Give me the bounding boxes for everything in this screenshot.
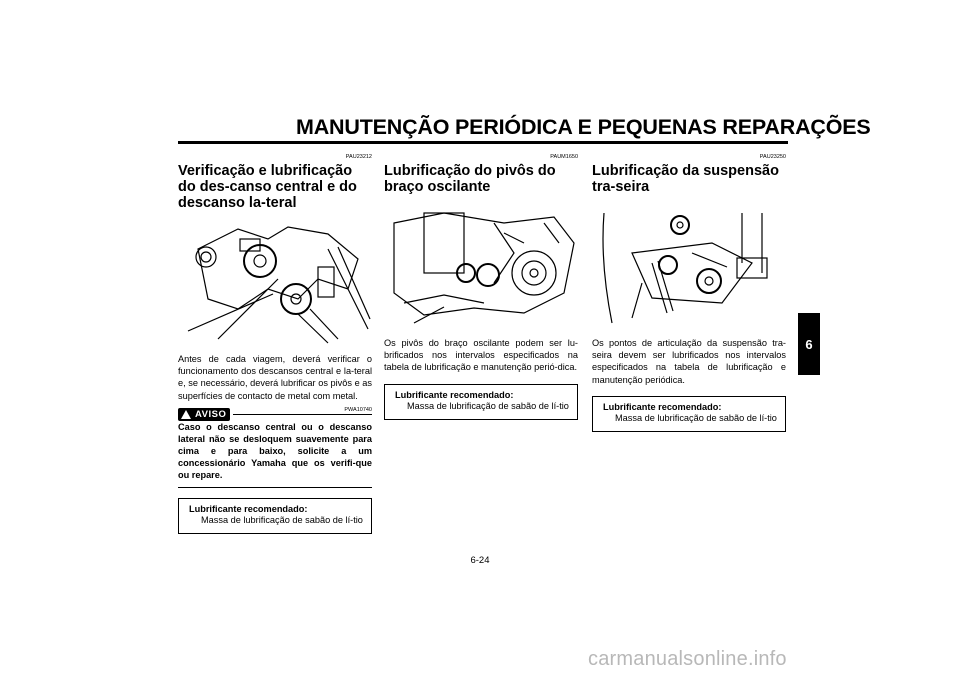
lubricant-value: Massa de lubrificação de sabão de lí-tio xyxy=(201,515,363,526)
page-number: 6-24 xyxy=(470,555,490,566)
lubricant-label: Lubrificante recomendado: xyxy=(395,389,514,400)
warning-code: PWA10740 xyxy=(344,406,372,413)
section-swingarm-lubrication xyxy=(384,150,578,420)
header-rule xyxy=(178,141,788,144)
section-rear-suspension-lubrication xyxy=(592,150,786,432)
section-paragraph: Os pontos de articulação da suspensão tra-seira devem ser lubrificados nos intervalos especificados na tabela de lubrificação e manutenção periódica. xyxy=(592,338,786,385)
section-stand-lubrication xyxy=(178,150,372,534)
page-title: MANUTENÇÃO PERIÓDICA E PEQUENAS REPARAÇÕES xyxy=(296,115,871,139)
lubricant-box xyxy=(384,384,578,420)
swingarm-illustration xyxy=(384,203,578,329)
warning-triangle-icon xyxy=(181,410,191,419)
stand-illustration xyxy=(178,219,372,345)
warning-label: AVISO xyxy=(195,408,227,420)
rear-suspension-illustration xyxy=(592,203,786,329)
watermark: carmanualsonline.info xyxy=(588,648,787,670)
section-paragraph: Antes de cada viagem, deverá verificar o funcionamento dos descansos central e la-teral e, se necessário, deverá lubrificar os pivôs e as superfícies de contacto de metal com metal. xyxy=(178,354,372,401)
section-heading: Lubrificação da suspensão tra-seira xyxy=(592,163,779,195)
section-paragraph: Os pivôs do braço oscilante podem ser lu-brificados nos intervalos especificados na tabela de lubrificação e manutenção perió-dica. xyxy=(384,338,578,373)
lubricant-box xyxy=(592,396,786,432)
section-code: PAU23212 xyxy=(345,154,372,160)
section-heading: Lubrificação do pivôs do braço oscilante xyxy=(384,163,556,195)
warning-rule xyxy=(233,414,372,415)
lubricant-box xyxy=(178,498,372,534)
warning-text: Caso o descanso central ou o descanso lateral não se desloquem suavemente para cima e para baixo, solicite a um concessionário Yamaha que os verifi-que ou repare. xyxy=(178,421,372,488)
section-heading: Verificação e lubrificação do des-canso central e do descanso la-teral xyxy=(178,163,357,211)
section-code: PAU23250 xyxy=(759,154,786,160)
section-code: PAUM1650 xyxy=(550,154,578,160)
lubricant-label: Lubrificante recomendado: xyxy=(189,503,308,514)
lubricant-value: Massa de lubrificação de sabão de lí-tio xyxy=(615,413,777,424)
lubricant-value: Massa de lubrificação de sabão de lí-tio xyxy=(407,401,569,412)
warning-badge xyxy=(178,408,230,421)
chapter-tab: 6 xyxy=(798,313,820,375)
lubricant-label: Lubrificante recomendado: xyxy=(603,401,722,412)
